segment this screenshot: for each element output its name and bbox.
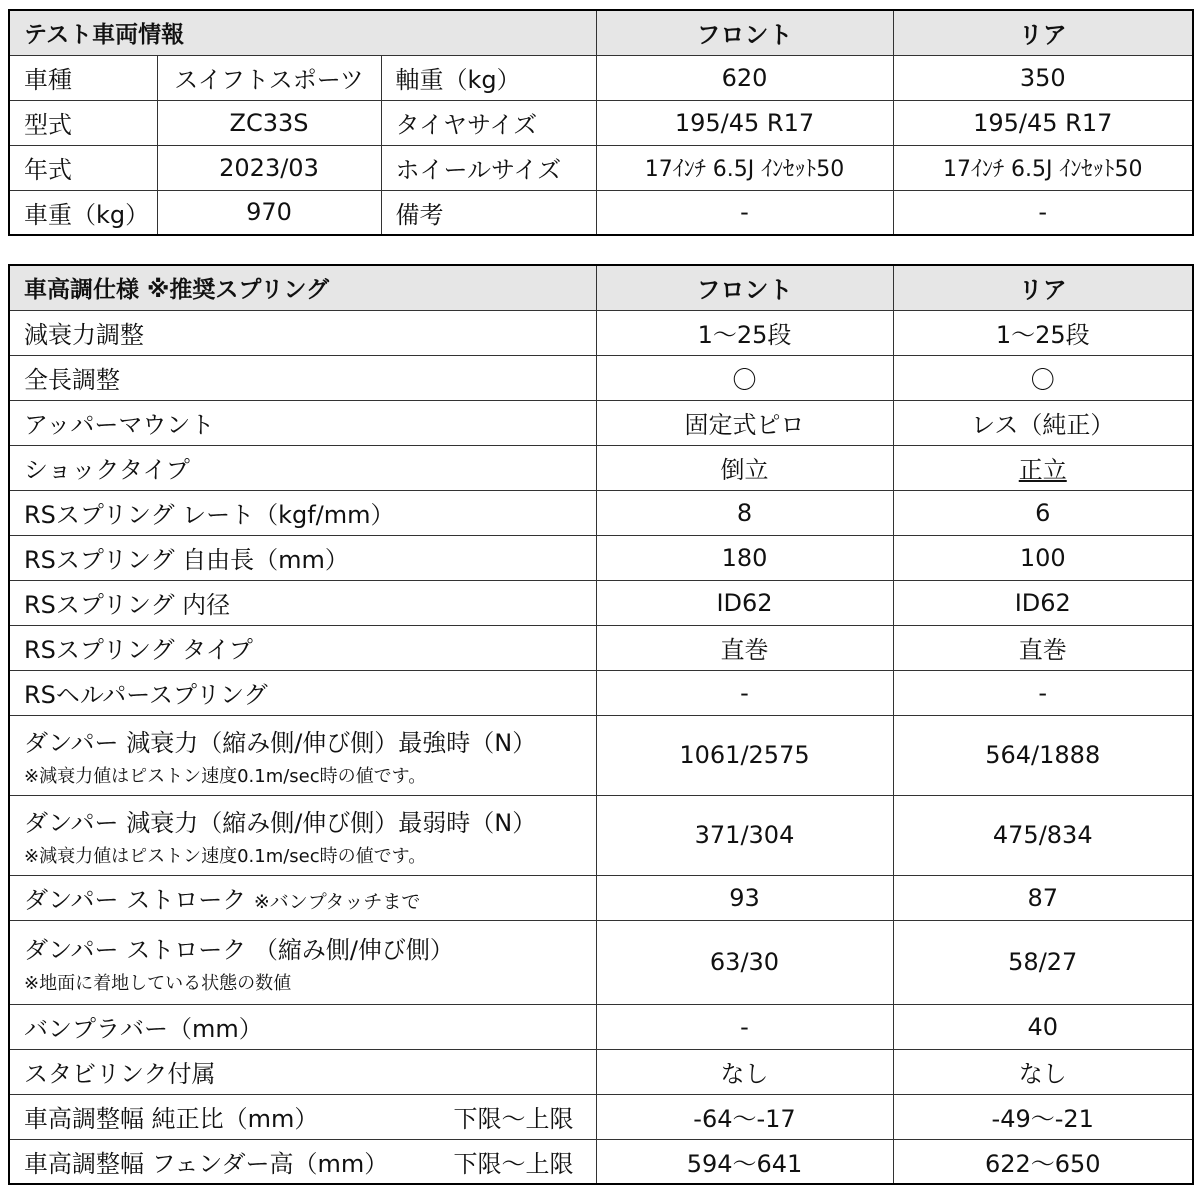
- row-label: ダンパー ストローク: [24, 886, 247, 914]
- rear-value: 6: [893, 490, 1193, 535]
- row-label: 車高調整幅 フェンダー高（mm）: [24, 1149, 389, 1178]
- rear-value: -49～-21: [893, 1094, 1193, 1139]
- front-value: -64～-17: [596, 1094, 893, 1139]
- row-label: アッパーマウント: [9, 400, 596, 445]
- table-row: [9, 1004, 1193, 1049]
- rear-value: 〇: [893, 355, 1193, 400]
- rear-value: 350: [893, 55, 1193, 100]
- vehicle-info-table: [8, 9, 1194, 236]
- rear-value: 100: [893, 535, 1193, 580]
- row-value: スイフトスポーツ: [157, 55, 381, 100]
- row-label: ダンパー ストローク （縮み側/伸び側）: [24, 935, 454, 964]
- table-row: [9, 625, 1193, 670]
- table-row: [9, 400, 1193, 445]
- vehicle-info-header: [9, 10, 1193, 55]
- row-label: RSスプリング 内径: [9, 580, 596, 625]
- row-label-cell: [9, 715, 596, 795]
- row-label: RSスプリング 自由長（mm）: [9, 535, 596, 580]
- front-value: 倒立: [596, 445, 893, 490]
- row-label: ダンパー 減衰力（縮み側/伸び側）最強時（N）: [24, 728, 537, 757]
- table-row: [9, 1094, 1193, 1139]
- spec-header: [9, 265, 1193, 310]
- rear-value: 475/834: [893, 795, 1193, 875]
- front-value: なし: [596, 1049, 893, 1094]
- table-row: [9, 190, 1193, 235]
- row-label: ショックタイプ: [9, 445, 596, 490]
- col-rear-header: リア: [893, 10, 1193, 55]
- front-value: 固定式ピロ: [596, 400, 893, 445]
- table-row: [9, 715, 1193, 795]
- row-label: 車重（kg）: [9, 190, 157, 235]
- row-label: 全長調整: [9, 355, 596, 400]
- front-value: 17ｲﾝﾁ 6.5J ｲﾝｾｯﾄ50: [596, 145, 893, 190]
- front-value: 1061/2575: [596, 715, 893, 795]
- table-row: [9, 535, 1193, 580]
- row-label-cell: [9, 1094, 596, 1139]
- table-row: [9, 1139, 1193, 1184]
- row-label-cell: [9, 875, 596, 920]
- front-value: 594～641: [596, 1139, 893, 1184]
- table-row: [9, 670, 1193, 715]
- front-value: 直巻: [596, 625, 893, 670]
- rear-value: 87: [893, 875, 1193, 920]
- table-row: [9, 875, 1193, 920]
- rear-value: 40: [893, 1004, 1193, 1049]
- rear-value: 195/45 R17: [893, 100, 1193, 145]
- row-label: バンプラバー（mm）: [9, 1004, 596, 1049]
- row-label-cell: [9, 1139, 596, 1184]
- table-row: [9, 920, 1193, 1004]
- row-note: ※減衰力値はピストン速度0.1m/sec時の値です。: [24, 765, 427, 787]
- table-row: [9, 355, 1193, 400]
- front-value: -: [596, 1004, 893, 1049]
- rear-value: 622～650: [893, 1139, 1193, 1184]
- row-label-cell: [9, 920, 596, 1004]
- spec-title: 車高調仕様 ※推奨スプリング: [9, 265, 596, 310]
- row-label: 型式: [9, 100, 157, 145]
- row-label: RSスプリング レート（kgf/mm）: [9, 490, 596, 535]
- row-label: 減衰力調整: [9, 310, 596, 355]
- row-label: 車種: [9, 55, 157, 100]
- table-row: [9, 445, 1193, 490]
- front-value: 1～25段: [596, 310, 893, 355]
- row-label: ダンパー 減衰力（縮み側/伸び側）最弱時（N）: [24, 808, 537, 837]
- row-label-cell: [9, 795, 596, 875]
- front-value: 8: [596, 490, 893, 535]
- front-value: 180: [596, 535, 893, 580]
- front-value: -: [596, 190, 893, 235]
- rear-value: 直巻: [893, 625, 1193, 670]
- rear-value: 17ｲﾝﾁ 6.5J ｲﾝｾｯﾄ50: [893, 145, 1193, 190]
- row-value: 2023/03: [157, 145, 381, 190]
- row-inline-note: ※バンプタッチまで: [253, 891, 421, 913]
- col-front-header: フロント: [596, 10, 893, 55]
- rear-value: 1～25段: [893, 310, 1193, 355]
- table-row: [9, 310, 1193, 355]
- front-value: 〇: [596, 355, 893, 400]
- table-row: [9, 795, 1193, 875]
- row-label-2: ホイールサイズ: [381, 145, 596, 190]
- table-row: [9, 145, 1193, 190]
- table-row: [9, 55, 1193, 100]
- front-value: 93: [596, 875, 893, 920]
- vehicle-info-title: テスト車両情報: [9, 10, 596, 55]
- row-label: RSヘルパースプリング: [9, 670, 596, 715]
- rear-value: -: [893, 670, 1193, 715]
- row-label: RSスプリング タイプ: [9, 625, 596, 670]
- table-row: [9, 490, 1193, 535]
- row-label-2: 備考: [381, 190, 596, 235]
- row-label-right: 下限～上限: [453, 1105, 574, 1133]
- rear-value: なし: [893, 1049, 1193, 1094]
- rear-value: 58/27: [893, 920, 1193, 1004]
- col-front-header: フロント: [596, 265, 893, 310]
- front-value: 371/304: [596, 795, 893, 875]
- row-label-right: 下限～上限: [453, 1149, 574, 1178]
- row-label-2: 軸重（kg）: [381, 55, 596, 100]
- front-value: 195/45 R17: [596, 100, 893, 145]
- rear-value: レス（純正）: [893, 400, 1193, 445]
- rear-value: 564/1888: [893, 715, 1193, 795]
- rear-value: 正立: [893, 445, 1193, 490]
- front-value: 620: [596, 55, 893, 100]
- row-label-2: タイヤサイズ: [381, 100, 596, 145]
- rear-value: -: [893, 190, 1193, 235]
- row-note: ※地面に着地している状態の数値: [24, 972, 292, 994]
- row-label: 年式: [9, 145, 157, 190]
- row-label: 車高調整幅 純正比（mm）: [24, 1105, 319, 1133]
- spec-table: [8, 264, 1194, 1185]
- table-row: [9, 100, 1193, 145]
- row-value: ZC33S: [157, 100, 381, 145]
- rear-value: ID62: [893, 580, 1193, 625]
- row-note: ※減衰力値はピストン速度0.1m/sec時の値です。: [24, 845, 427, 867]
- table-row: [9, 1049, 1193, 1094]
- table-row: [9, 580, 1193, 625]
- front-value: ID62: [596, 580, 893, 625]
- front-value: 63/30: [596, 920, 893, 1004]
- row-label: スタビリンク付属: [9, 1049, 596, 1094]
- row-value: 970: [157, 190, 381, 235]
- col-rear-header: リア: [893, 265, 1193, 310]
- front-value: -: [596, 670, 893, 715]
